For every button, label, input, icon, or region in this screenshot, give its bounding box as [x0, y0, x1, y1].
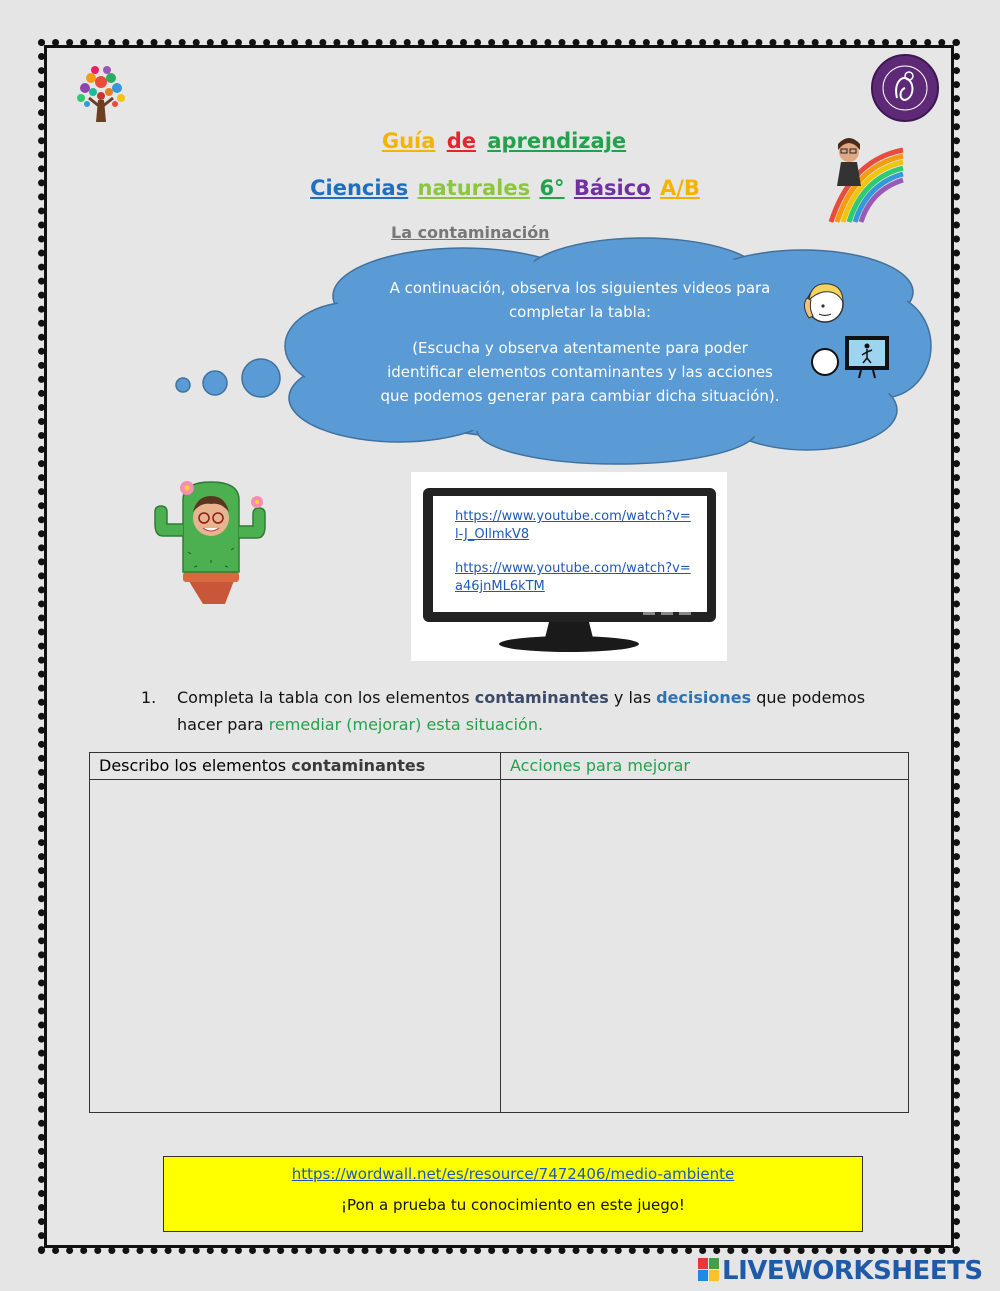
table-header-row	[90, 753, 909, 780]
instruction-number: 1.	[141, 688, 157, 707]
instruction-item	[141, 684, 901, 738]
subtitle-word-naturales: naturales	[417, 176, 531, 200]
instruction-word-remediar: remediar (mejorar) esta situación.	[268, 715, 544, 734]
cloud-line-5: que podemos generar para cambiar dicha situación).	[380, 387, 780, 405]
cloud-line-3: (Escucha y observa atentamente para poder	[412, 339, 748, 357]
instruction-word-decisiones: decisiones	[656, 688, 752, 707]
cactus-avatar-icon	[147, 478, 277, 610]
header-col1-prefix: Describo los elementos	[99, 756, 292, 775]
subtitle-word-grade: 6°	[539, 176, 565, 200]
video-link-1-line-2[interactable]: l-J_OllmkV8	[455, 527, 530, 542]
game-link-box	[163, 1156, 863, 1232]
wordwall-link[interactable]: https://wordwall.net/es/resource/7472406/medio-ambiente	[291, 1165, 735, 1183]
answer-cell-contaminantes[interactable]	[90, 780, 501, 1113]
liveworksheets-logo-icon	[698, 1258, 720, 1282]
instruction-text-4: hacer para	[177, 715, 269, 734]
school-seal-icon	[869, 52, 941, 124]
subtitle-word-section: A/B	[659, 176, 700, 200]
watching-screen-icon	[809, 332, 893, 384]
avatar-rainbow-icon	[811, 130, 907, 226]
video-links	[455, 508, 695, 596]
brand-text: LIVEWORKSHEETS	[722, 1256, 983, 1286]
instruction-text-3: que podemos	[751, 688, 866, 707]
video-link-2-line-1[interactable]: https://www.youtube.com/watch?v=	[455, 561, 691, 576]
worksheet-page	[38, 39, 960, 1254]
video-link-2-line-2[interactable]: a46jnML6kTM	[455, 579, 545, 594]
instruction-word-contaminantes: contaminantes	[474, 688, 609, 707]
title-word-guia: Guía	[381, 129, 436, 153]
table-header-contaminantes	[90, 753, 501, 780]
topic-heading: La contaminación	[391, 223, 550, 242]
header-col1-bold: contaminantes	[291, 756, 426, 775]
table-row	[90, 780, 909, 1113]
instruction-text-2: y las	[608, 688, 657, 707]
subtitle-word-basico: Básico	[573, 176, 651, 200]
tree-logo-icon	[65, 60, 137, 130]
cloud-line-2: completar la tabla:	[508, 303, 652, 321]
table-header-acciones	[501, 753, 909, 780]
cloud-instructions	[375, 276, 785, 408]
title-word-aprendizaje: aprendizaje	[487, 129, 627, 153]
game-challenge-text: ¡Pon a prueba tu conocimiento en este juego!	[341, 1196, 685, 1214]
answer-table	[89, 752, 909, 1113]
video-link-1-line-1[interactable]: https://www.youtube.com/watch?v=	[455, 509, 691, 524]
answer-cell-acciones[interactable]	[501, 780, 909, 1113]
cloud-line-1: A continuación, observa los siguientes videos para	[389, 279, 771, 297]
listening-face-icon	[801, 276, 851, 328]
title-word-de: de	[446, 129, 476, 153]
header-col2-label: Acciones para mejorar	[510, 756, 690, 775]
liveworksheets-brand	[698, 1256, 983, 1286]
video-screen-panel	[411, 472, 727, 661]
instruction-text-1: Completa la tabla con los elementos	[177, 688, 475, 707]
subtitle-word-ciencias: Ciencias	[310, 176, 409, 200]
cloud-line-4: identificar elementos contaminantes y las acciones	[387, 363, 773, 381]
